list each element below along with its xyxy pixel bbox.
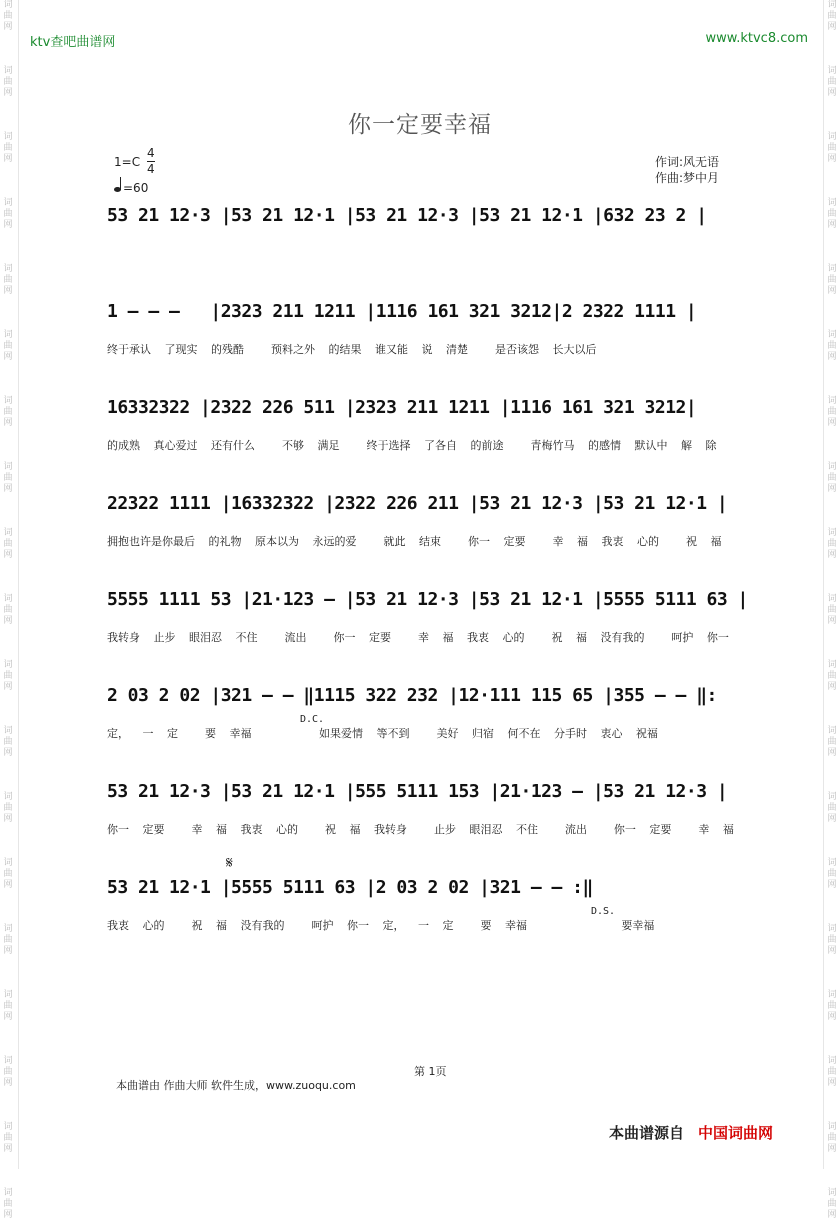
system-8-notes: 53 21 12·1 |5555 5111 63 |2 03 2 02 |321 – – :‖ xyxy=(107,877,593,898)
source-brand[interactable]: 中国词曲网 xyxy=(698,1124,774,1142)
dc-marking: D.C. xyxy=(300,714,325,725)
segno-icon: 𝄋 xyxy=(226,853,233,872)
generator-footer: 本曲谱由 作曲大师 软件生成，www.zuoqu.com xyxy=(116,1079,356,1092)
tempo-value: =60 xyxy=(123,181,149,195)
system-2-notes: 1 – – – |2323 211 1211 |1116 161 321 3212|2 2322 1111 | xyxy=(107,301,697,322)
watermark-right: 词 曲 网 词 曲 网 词 曲 网 词 曲 网 词 曲 网 词 曲 网 词 曲 网 词 曲 网 词 曲 网 词 曲 网 词 曲 网 词 曲 网 词 曲 网 词 曲 网 词 曲 网 词 曲 网 词 曲 网 词 曲 网 词 曲 网 xyxy=(827,0,837,1220)
lyricist-credit: 作词:风无语 xyxy=(655,155,720,169)
system-6-notes: 2 03 2 02 |321 – – ‖1115 322 232 |12·111 115 65 |355 – – ‖: xyxy=(107,685,717,706)
composer-credit: 作曲:梦中月 xyxy=(655,171,720,185)
ds-marking: D.S. xyxy=(591,906,616,917)
header-site-name[interactable]: ktv查吧曲谱网 xyxy=(30,35,116,50)
system-5-lyrics: 我转身 止步 眼泪忍 不住 流出 你一 定要 幸 福 我衷 心的 祝 福 没有我的 呵护 你一 xyxy=(107,631,729,644)
system-4-notes: 22322 1111 |16332322 |2322 226 211 |53 21 12·3 |53 21 12·1 | xyxy=(107,493,728,514)
quarter-note-icon xyxy=(114,187,121,192)
system-3-notes: 16332322 |2322 226 511 |2323 211 1211 |1116 161 321 3212| xyxy=(107,397,697,418)
source-prefix: 本曲谱源自 xyxy=(609,1124,685,1142)
system-1-notes: 53 21 12·3 |53 21 12·1 |53 21 12·3 |53 21 12·1 |632 23 2 | xyxy=(107,205,707,226)
system-6-lyrics: 定， 一 定 要 幸福 如果爱情 等不到 美好 归宿 何不在 分手时 衷心 祝福 xyxy=(107,727,658,740)
header-site-url[interactable]: www.ktvc8.com xyxy=(705,31,808,46)
system-7-notes: 53 21 12·3 |53 21 12·1 |555 5111 153 |21·123 – |53 21 12·3 | xyxy=(107,781,728,802)
time-signature xyxy=(147,146,155,177)
page-title: 你一定要幸福 xyxy=(348,112,492,138)
key-signature: 1=C xyxy=(114,155,141,169)
page-number: 第 1页 xyxy=(414,1065,447,1078)
time-numerator: 4 xyxy=(147,146,155,160)
tempo-marking xyxy=(114,181,148,195)
system-8-lyrics: 我衷 心的 祝 福 没有我的 呵护 你一 定， 一 定 要 幸福 要幸福 xyxy=(107,919,655,932)
system-3-lyrics: 的成熟 真心爱过 还有什么 不够 满足 终于选择 了各自 的前途 青梅竹马 的感情 默认中 解 除 xyxy=(107,439,717,452)
source-credit xyxy=(609,1122,773,1143)
system-2-lyrics: 终于承认 了现实 的残酷 预料之外 的结果 谁又能 说 清楚 是否该怨 长大以后 xyxy=(107,343,597,356)
system-7-lyrics: 你一 定要 幸 福 我衷 心的 祝 福 我转身 止步 眼泪忍 不住 流出 你一 定要 幸 福 xyxy=(107,823,734,836)
watermark-left: 词 曲 网 词 曲 网 词 曲 网 词 曲 网 词 曲 网 词 曲 网 词 曲 网 词 曲 网 词 曲 网 词 曲 网 词 曲 网 词 曲 网 词 曲 网 词 曲 网 词 曲 网 词 曲 网 词 曲 网 词 曲 网 词 曲 网 xyxy=(3,0,13,1220)
system-5-notes: 5555 1111 53 |21·123 – |53 21 12·3 |53 21 12·1 |5555 5111 63 | xyxy=(107,589,748,610)
time-denominator: 4 xyxy=(147,162,155,176)
system-4-lyrics: 拥抱也许是你最后 的礼物 原本以为 永远的爱 就此 结束 你一 定要 幸 福 我衷 心的 祝 福 xyxy=(107,535,722,548)
